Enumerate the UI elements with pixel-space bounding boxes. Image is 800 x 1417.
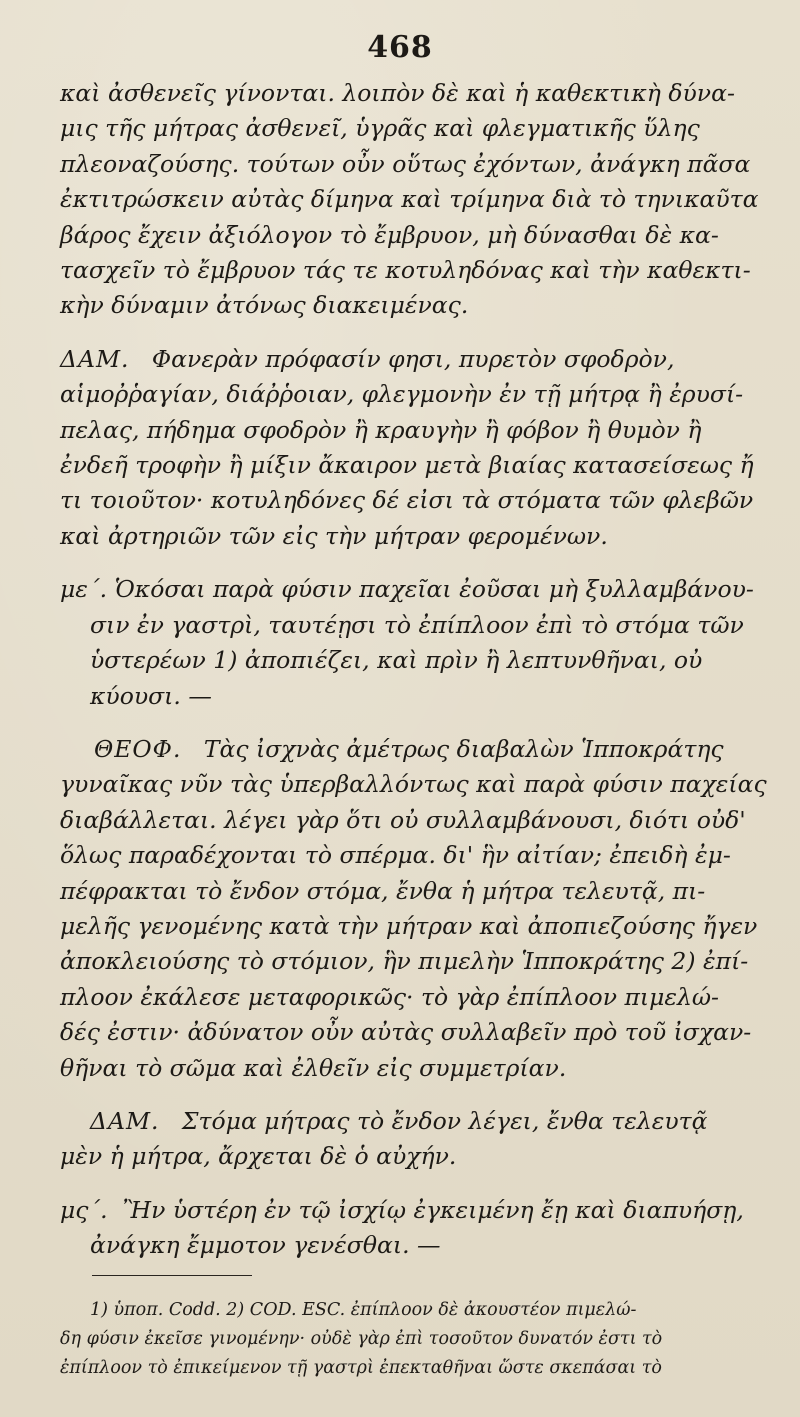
text-line: μις τῆς μήτρας ἀσθενεῖ, ὑγρᾶς καὶ φλεγματικῆς ὕλης (60, 114, 700, 143)
paragraph (60, 1193, 770, 1264)
text-line: κὴν δύναμιν ἀτόνως διακειμένας. (60, 291, 469, 320)
text-line: γυναῖκας νῦν τὰς ὑπερβαλλόντως καὶ παρὰ φύσιν παχείας (60, 770, 767, 799)
text-fragment: Ἢν ὑστέρη ἐν τῷ ἰσχίῳ ἐγκειμένη ἔῃ καὶ διαπυήσῃ, (122, 1195, 744, 1224)
aphorism-number: με΄. (60, 575, 108, 604)
main-text (60, 76, 770, 1264)
paragraph (60, 732, 770, 1086)
footnote-divider (92, 1275, 252, 1276)
paragraph (60, 1104, 770, 1175)
speaker-label: ΔΑΜ. (60, 344, 130, 373)
text-line (60, 1104, 770, 1139)
text-fragment: Τὰς ἰσχνὰς ἀμέτρως διαβαλὼν Ἱπποκράτης (203, 734, 724, 763)
text-line (60, 732, 770, 767)
text-line: ἀποκλειούσης τὸ στόμιον, ἣν πιμελὴν Ἱπποκράτης 2) ἐπί- (60, 947, 749, 976)
text-line: ἐκτιτρώσκειν αὐτὰς δίμηνα καὶ τρίμηνα διὰ τὸ τηνικαῦτα (60, 185, 759, 214)
text-line (60, 572, 770, 607)
paragraph (60, 342, 770, 554)
text-line: πελας, πήδημα σφοδρὸν ἢ κραυγὴν ἢ φόβον ἢ θυμὸν ἢ (60, 415, 702, 444)
text-line: τασχεῖν τὸ ἔμβρυον τάς τε κοτυληδόνας καὶ τὴν καθεκτι- (60, 256, 751, 285)
aphorism-number: μς΄. (60, 1195, 108, 1224)
text-line: πλεοναζούσης. τούτων οὖν οὕτως ἐχόντων, ἀνάγκη πᾶσα (60, 149, 751, 178)
footnote-line: δη φύσιν ἐκεῖσε γινομένην· οὐδὲ γὰρ ἐπὶ τοσοῦτον δυνατόν ἐστι τὸ (60, 1329, 663, 1349)
page-number: 468 (367, 30, 433, 65)
text-line: μὲν ἡ μήτρα, ἄρχεται δὲ ὁ αὐχήν. (60, 1142, 457, 1171)
text-line: ἀνάγκη ἔμμοτον γενέσθαι. — (90, 1231, 441, 1260)
text-fragment: Ὁκόσαι παρὰ φύσιν παχεῖαι ἐοῦσαι μὴ ξυλλαμβάνου- (114, 575, 754, 604)
text-line: διαβάλλεται. λέγει γὰρ ὅτι οὐ συλλαμβάνουσι, διότι οὐδ' (60, 805, 746, 834)
paragraph (60, 76, 770, 324)
paragraph (60, 572, 770, 714)
footnote-line: 1) ὑποπ. Codd. 2) COD. ESC. ἐπίπλοον δὲ ἀκουστέον πιμελώ- (90, 1300, 637, 1320)
text-line: πλοον ἐκάλεσε μεταφορικῶς· τὸ γὰρ ἐπίπλοον πιμελώ- (60, 982, 719, 1011)
text-fragment: Φανερὰν πρόφασίν φησι, πυρετὸν σφοδρὸν, (151, 344, 675, 373)
text-line: βάρος ἔχειν ἀξιόλογον τὸ ἔμβρυον, μὴ δύνασθαι δὲ κα- (60, 220, 719, 249)
text-line: τι τοιοῦτον· κοτυληδόνες δέ εἰσι τὰ στόματα τῶν φλεβῶν (60, 486, 754, 515)
text-line: σιν ἐν γαστρὶ, ταυτέῃσι τὸ ἐπίπλοον ἐπὶ τὸ στόμα τῶν (90, 610, 744, 639)
text-line: κύουσι. — (90, 681, 212, 710)
footnotes (60, 1296, 772, 1383)
text-line: θῆναι τὸ σῶμα καὶ ἐλθεῖν εἰς συμμετρίαν. (60, 1053, 567, 1082)
speaker-label: ΔΑΜ. (90, 1106, 160, 1135)
text-line: μελῆς γενομένης κατὰ τὴν μήτραν καὶ ἀποπιεζούσης ἤγεν (60, 911, 758, 940)
text-line: καὶ ἀρτηριῶν τῶν εἰς τὴν μήτραν φερομένων. (60, 521, 608, 550)
text-line: αἱμοῤῥαγίαν, διάῤῥοιαν, φλεγμονὴν ἐν τῇ μήτρᾳ ἢ ἐρυσί- (60, 380, 744, 409)
text-line: καὶ ἀσθενεῖς γίνονται. λοιπὸν δὲ καὶ ἡ καθεκτικὴ δύνα- (60, 79, 735, 107)
text-line: ὅλως παραδέχονται τὸ σπέρμα. δι' ἣν αἰτίαν; ἐπειδὴ ἐμ- (60, 841, 731, 870)
speaker-label: ΘΕΟΦ. (94, 734, 182, 763)
text-line: ἐνδεῆ τροφὴν ἢ μίξιν ἄκαιρον μετὰ βιαίας κατασείσεως ἤ (60, 451, 754, 480)
text-line: δές ἐστιν· ἀδύνατον οὖν αὐτὰς συλλαβεῖν πρὸ τοῦ ἰσχαν- (60, 1018, 752, 1047)
text-line: ὑστερέων 1) ἀποπιέζει, καὶ πρὶν ἢ λεπτυνθῆναι, οὐ (90, 646, 703, 675)
text-line: πέφρακται τὸ ἔνδον στόμα, ἔνθα ἡ μήτρα τελευτᾷ, πι- (60, 876, 706, 905)
text-line (60, 342, 770, 377)
text-fragment: Στόμα μήτρας τὸ ἔνδον λέγει, ἔνθα τελευτᾷ (181, 1106, 708, 1135)
text-line (60, 1193, 770, 1228)
footnote-line: ἐπίπλοον τὸ ἐπικείμενον τῇ γαστρὶ ἐπεκταθῆναι ὥστε σκεπάσαι τὸ (60, 1358, 662, 1378)
